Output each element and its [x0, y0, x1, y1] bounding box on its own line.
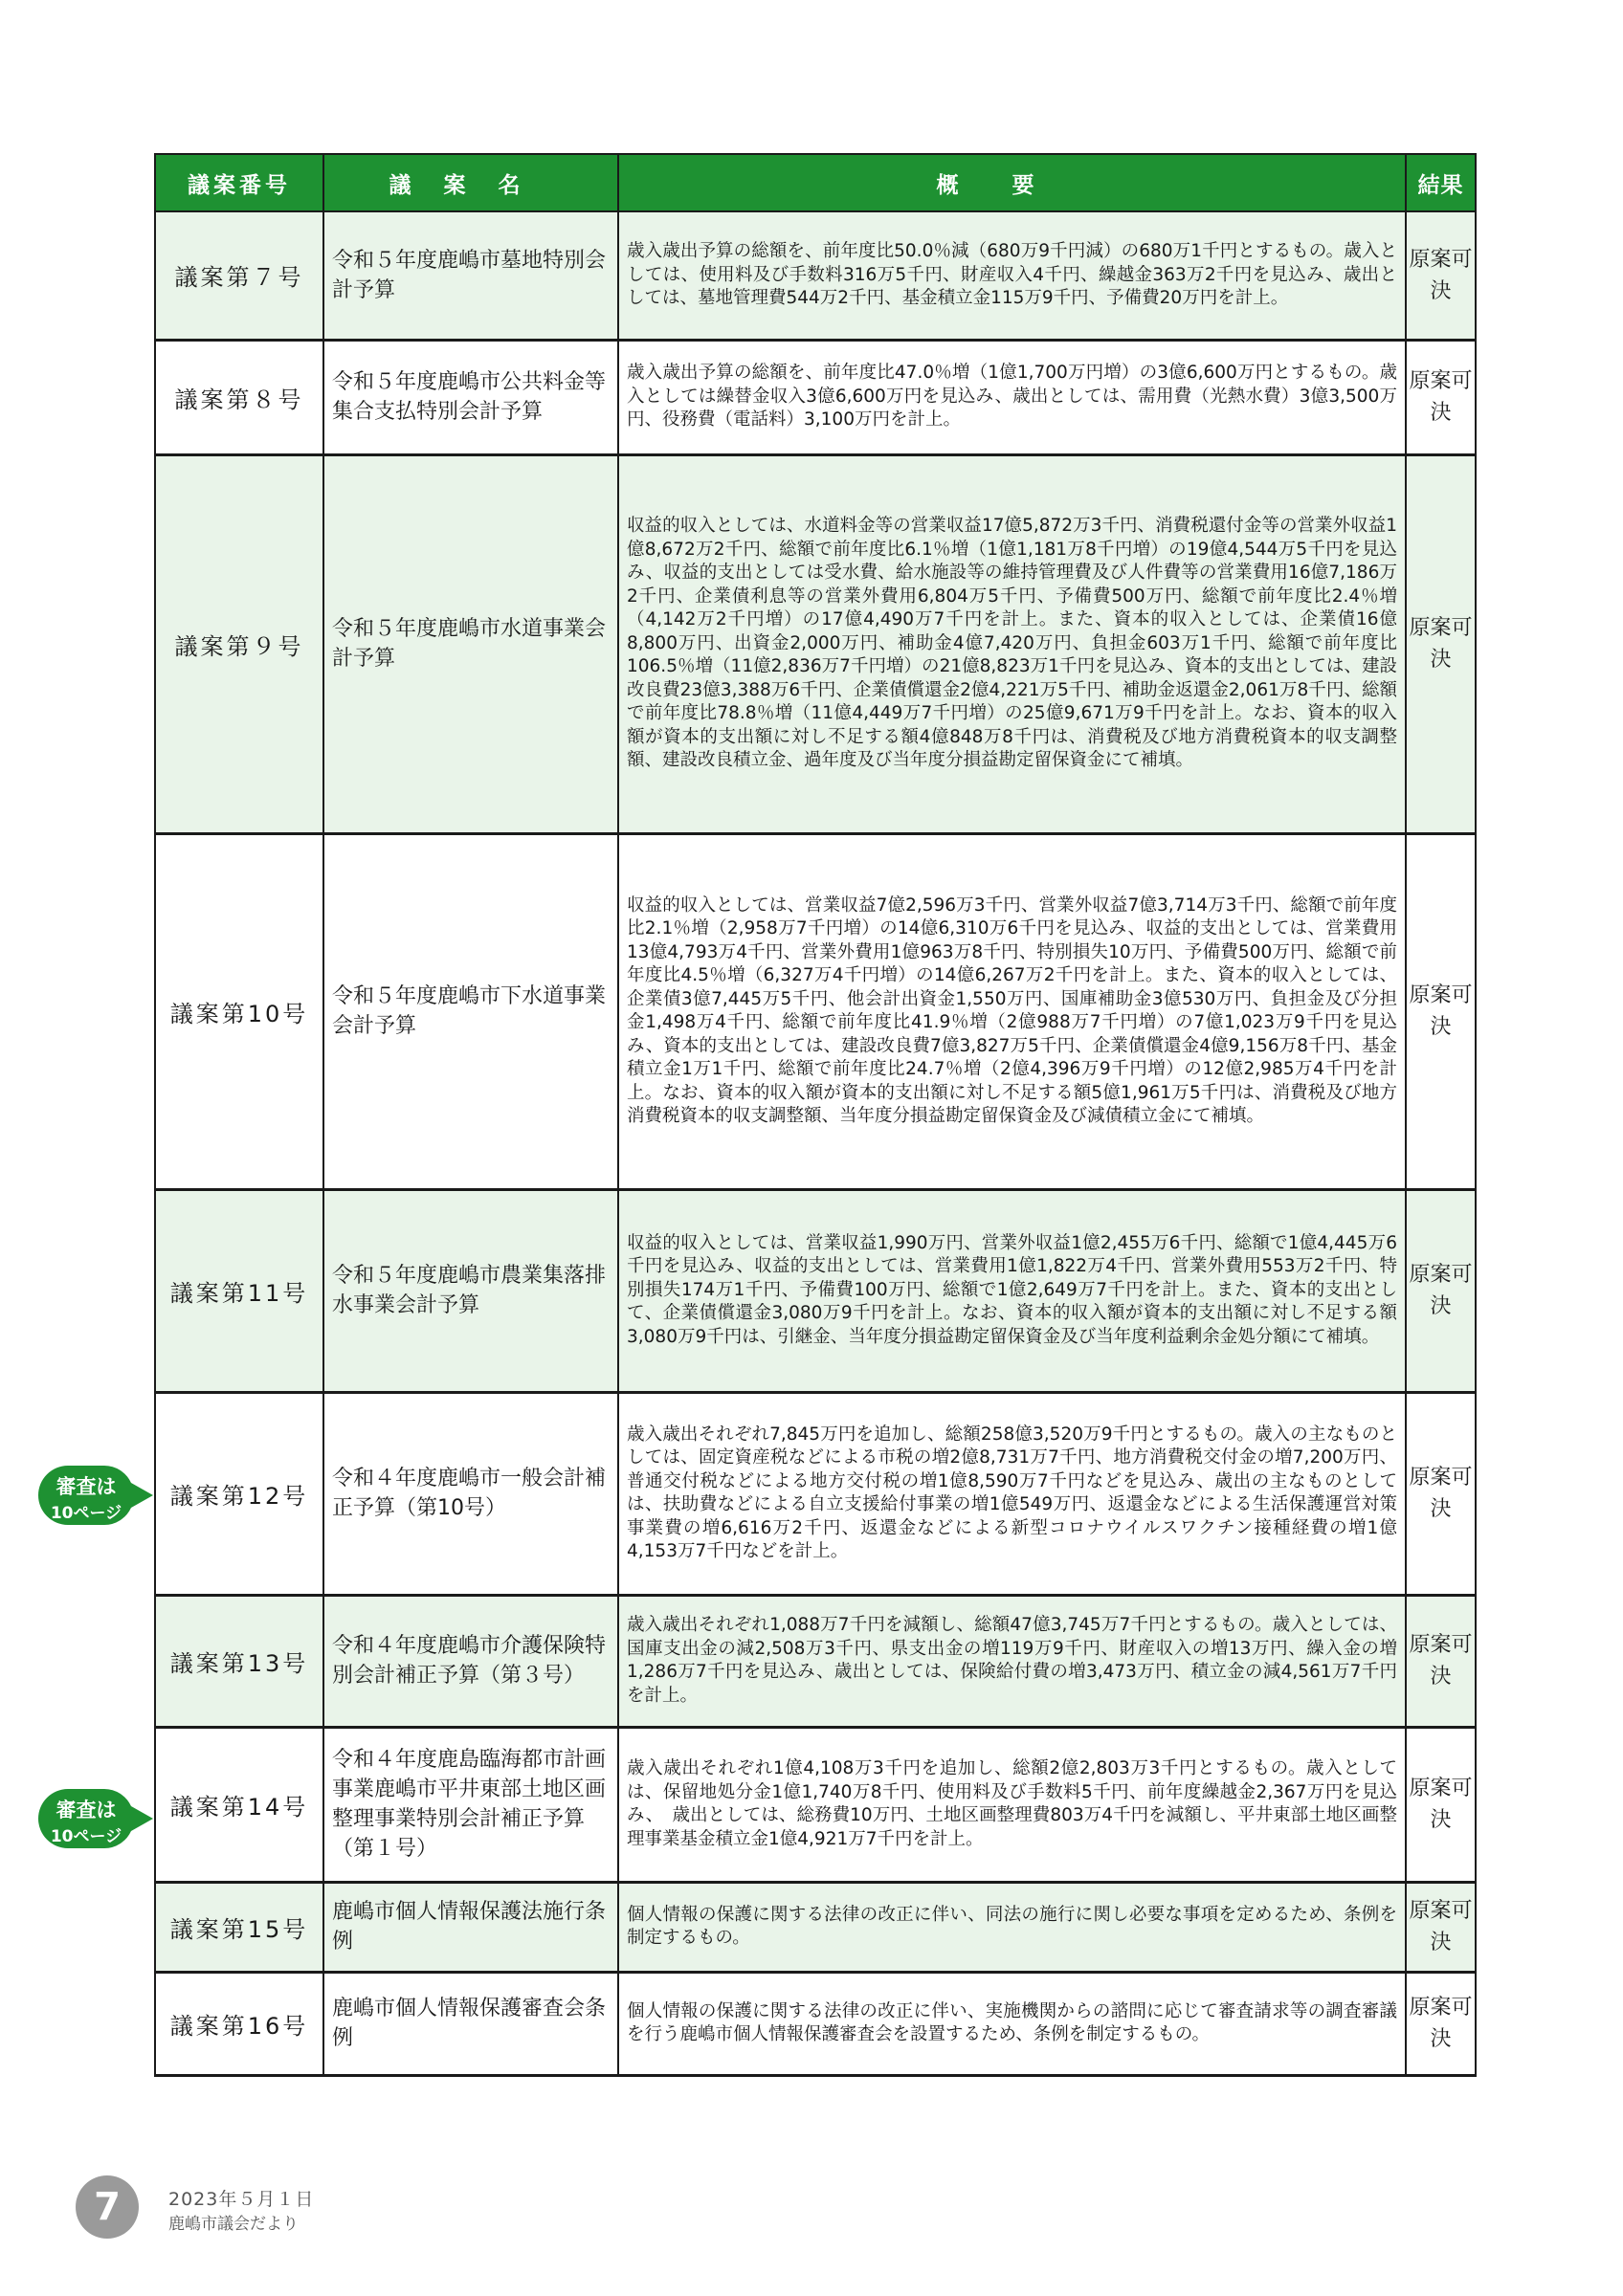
bills-table: [154, 153, 1477, 2077]
header-number: 議案番号: [155, 154, 323, 211]
badge-page-ref: 10ページ: [50, 1827, 122, 1846]
publication-name: 鹿嶋市議会だより: [168, 2215, 299, 2234]
bill-result: 原案可決: [1406, 454, 1476, 833]
bill-name: 令和４年度鹿嶋市一般会計補正予算（第10号）: [323, 1392, 618, 1595]
bill-result: 原案可決: [1406, 1972, 1476, 2075]
bill-result: 原案可決: [1406, 1727, 1476, 1882]
bill-name: 鹿嶋市個人情報保護法施行条例: [323, 1882, 618, 1972]
bill-number: 議案第７号: [155, 211, 323, 340]
page-number: 7: [76, 2175, 139, 2239]
review-page-badge: [38, 1789, 153, 1848]
bill-number: 議案第10号: [155, 833, 323, 1189]
header-result: 結果: [1406, 154, 1476, 211]
bill-name: 令和４年度鹿嶋市介護保険特別会計補正予算（第３号）: [323, 1595, 618, 1727]
table-row: [155, 1882, 1476, 1972]
table-row: [155, 833, 1476, 1189]
bill-summary: 収益的収入としては、水道料金等の営業収益17億5,872万3千円、消費税還付金等の営業外収益1億8,672万2千円、総額で前年度比6.1％増（1億1,181万8千円増）の19億4,544万5千円を見込み、収益的支出としては受水費、給水施設等の維持管理費及び人件費等の営業費用16億7,186万2千円、企業債利息等の営業外費用6,804万5千円、予備費500万円、総額で前年度比2.4％増（4,142万2千円増）の17億4,490万7千円を計上。また、資本的収入としては、企業債16億8,800万円、出資金2,000万円、補助金4億7,420万円、負担金603万1千円、総額で前年度比106.5％増（11億2,836万7千円増）の21億8,823万1千円を見込み、資本的支出としては、建設改良費23億3,388万6千円、企業債償還金2億4,221万5千円、補助金返還金2,061万8千円、総額で前年度比78.8％増（11億4,449万7千円増）の25億9,671万9千円を計上。なお、資本的収入額が資本的支出額に対し不足する額4億848万8千円は、消費税及び地方消費税資本的収支調整額、建設改良積立金、過年度及び当年度分損益勘定留保資金にて補填。: [618, 454, 1406, 833]
bill-result: 原案可決: [1406, 833, 1476, 1189]
header-summary: 概要: [618, 154, 1406, 211]
badge-label: 審査は: [56, 1799, 117, 1821]
bill-name: 令和５年度鹿嶋市墓地特別会計予算: [323, 211, 618, 340]
table-row: [155, 1392, 1476, 1595]
bill-name: 令和５年度鹿嶋市水道事業会計予算: [323, 454, 618, 833]
bill-result: 原案可決: [1406, 211, 1476, 340]
bill-summary: 歳入歳出それぞれ1億4,108万3千円を追加し、総額2億2,803万3千円とするもの。歳入としては、保留地処分金1億1,740万8千円、使用料及び手数料5千円、前年度繰越金2,367万円を見込み、 歳出としては、総務費10万円、土地区画整理費803万4千円を減額し、平井東部土地区画整理事業基金積立金1億4,921万7千円を計上。: [618, 1727, 1406, 1882]
bill-name: 令和５年度鹿嶋市下水道事業会計予算: [323, 833, 618, 1189]
bill-number: 議案第13号: [155, 1595, 323, 1727]
bill-number: 議案第16号: [155, 1972, 323, 2075]
table-row: [155, 1972, 1476, 2075]
bill-number: 議案第15号: [155, 1882, 323, 1972]
table-row: [155, 1189, 1476, 1392]
bill-result: 原案可決: [1406, 1595, 1476, 1727]
bill-name: 令和５年度鹿嶋市公共料金等集合支払特別会計予算: [323, 340, 618, 454]
bill-summary: 収益的収入としては、営業収益7億2,596万3千円、営業外収益7億3,714万3千円、総額で前年度比2.1％増（2,958万7千円増）の14億6,310万6千円を見込み、収益的支出としては、営業費用13億4,793万4千円、営業外費用1億963万8千円、特別損失10万円、予備費500万円、総額で前年度比4.5％増（6,327万4千円増）の14億6,267万2千円を計上。また、資本的収入としては、企業債3億7,445万5千円、他会計出資金1,550万円、国庫補助金3億530万円、負担金及び分担金1,498万4千円、総額で前年度比41.9％増（2億988万7千円増）の7億1,023万9千円を見込み、資本的支出としては、建設改良費7億3,827万5千円、企業債償還金4億9,156万8千円、基金積立金1万1千円、総額で前年度比24.7％増（2億4,396万9千円増）の12億2,985万4千円を計上。なお、資本的収入額が資本的支出額に対し不足する額5億1,961万5千円は、消費税及び地方消費税資本的収支調整額、当年度分損益勘定留保資金及び減債積立金にて補填。: [618, 833, 1406, 1189]
table-header-row: [155, 154, 1476, 211]
bill-number: 議案第11号: [155, 1189, 323, 1392]
header-name: 議案名: [323, 154, 618, 211]
bill-name: 令和５年度鹿嶋市農業集落排水事業会計予算: [323, 1189, 618, 1392]
bill-name: 鹿嶋市個人情報保護審査会条例: [323, 1972, 618, 2075]
bill-summary: 歳入歳出それぞれ1,088万7千円を減額し、総額47億3,745万7千円とするもの。歳入としては、国庫支出金の減2,508万3千円、県支出金の増119万9千円、財産収入の増13万円、繰入金の増1,286万7千円を見込み、歳出としては、保険給付費の増3,473万円、積立金の減4,561万7千円を計上。: [618, 1595, 1406, 1727]
bill-number: 議案第８号: [155, 340, 323, 454]
table-row: [155, 340, 1476, 454]
bill-summary: 歳入歳出それぞれ7,845万円を追加し、総額258億3,520万9千円とするもの。歳入の主なものとしては、固定資産税などによる市税の増2億8,731万7千円、地方消費税交付金の増7,200万円、普通交付税などによる地方交付税の増1億8,590万7千円などを見込み、歳出の主なものとしては、扶助費などによる自立支援給付事業の増1億549万円、返還金などによる生活保護運営対策事業費の増6,616万2千円、返還金などによる新型コロナウイルスワクチン接種経費の増1億4,153万7千円などを計上。: [618, 1392, 1406, 1595]
bill-result: 原案可決: [1406, 1392, 1476, 1595]
issue-date: 2023年５月１日: [168, 2189, 315, 2210]
bill-summary: 個人情報の保護に関する法律の改正に伴い、実施機関からの諮問に応じて審査請求等の調査審議を行う鹿嶋市個人情報保護審査会を設置するため、条例を制定するもの。: [618, 1972, 1406, 2075]
bill-result: 原案可決: [1406, 1882, 1476, 1972]
bill-result: 原案可決: [1406, 1189, 1476, 1392]
table-row: [155, 1595, 1476, 1727]
badge-page-ref: 10ページ: [50, 1504, 122, 1523]
table-row: [155, 454, 1476, 833]
bills-table-container: [154, 153, 1475, 2077]
bill-number: 議案第９号: [155, 454, 323, 833]
table-row: [155, 1727, 1476, 1882]
badge-label: 審査は: [56, 1475, 117, 1498]
bill-number: 議案第14号: [155, 1727, 323, 1882]
bill-result: 原案可決: [1406, 340, 1476, 454]
bill-summary: 歳入歳出予算の総額を、前年度比47.0％増（1億1,700万円増）の3億6,600万円とするもの。歳入としては繰替金収入3億6,600万円を見込み、歳出としては、需用費（光熱水費）3億3,500万円、役務費（電話料）3,100万円を計上。: [618, 340, 1406, 454]
review-page-badge: [38, 1466, 153, 1525]
table-row: [155, 211, 1476, 340]
bill-summary: 収益的収入としては、営業収益1,990万円、営業外収益1億2,455万6千円、総額で1億4,445万6千円を見込み、収益的支出としては、営業費用1億1,822万4千円、営業外費用553万2千円、特別損失174万1千円、予備費100万円、総額で1億2,649万7千円を計上。また、資本的支出として、企業債償還金3,080万9千円を計上。なお、資本的収入額が資本的支出額に対し不足する額3,080万9千円は、引継金、当年度分損益勘定留保資金及び当年度利益剰余金処分額にて補填。: [618, 1189, 1406, 1392]
bill-summary: 歳入歳出予算の総額を、前年度比50.0％減（680万9千円減）の680万1千円とするもの。歳入としては、使用料及び手数料316万5千円、財産収入4千円、繰越金363万2千円を見込み、歳出としては、墓地管理費544万2千円、基金積立金115万9千円、予備費20万円を計上。: [618, 211, 1406, 340]
bill-summary: 個人情報の保護に関する法律の改正に伴い、同法の施行に関し必要な事項を定めるため、条例を制定するもの。: [618, 1882, 1406, 1972]
bill-number: 議案第12号: [155, 1392, 323, 1595]
bill-name: 令和４年度鹿島臨海都市計画事業鹿嶋市平井東部土地区画整理事業特別会計補正予算（第１号）: [323, 1727, 618, 1882]
